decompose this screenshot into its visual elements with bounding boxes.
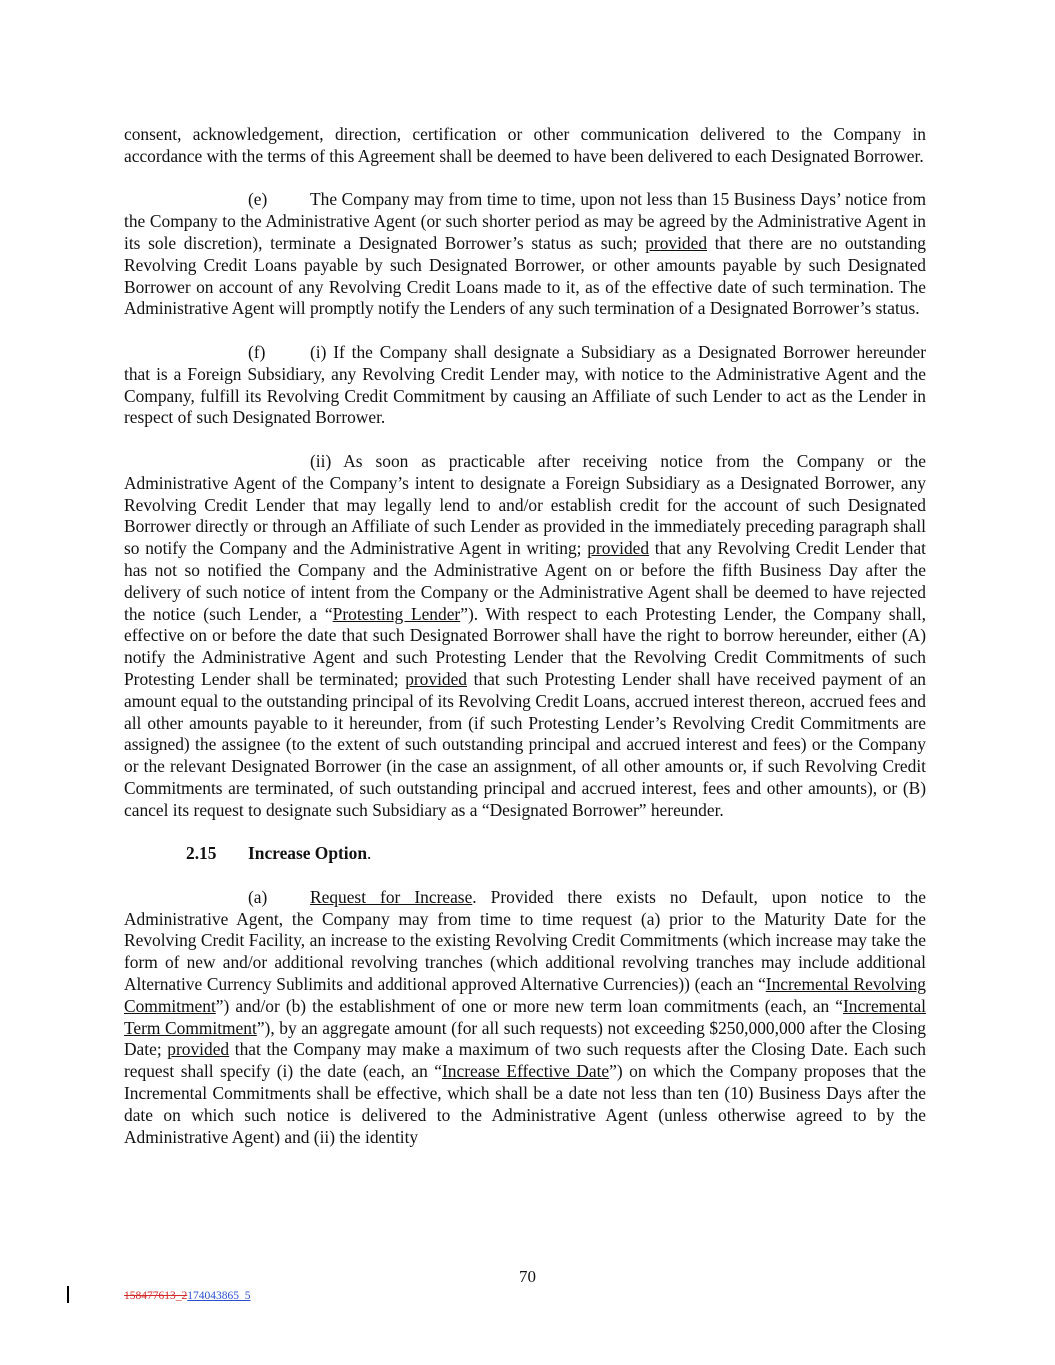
paragraph-text: that there are no outstanding Revolving Credit Loans payable by such Designated Borrower, or other amounts payable by such Designated Borrower on account of any Revolving Credit Loans made to it, as of the effective date of such termination. The Administrative Agent will promptly notify the Lenders of any such termination of a Designated Borrower’s status. <box>124 232 926 319</box>
paragraph-text: The Company may from time to time, upon not less than 15 Business Days’ notice from the Company to the Administrative Agent (or such shorter period as may be agreed by the Administrative Agent in its sole discretion), terminate a Designated Borrower’s status as such; <box>124 189 926 253</box>
paragraph-f <box>124 342 926 429</box>
underlined-term: provided <box>645 232 708 253</box>
section-heading <box>124 843 926 865</box>
defined-term: Protesting Lender <box>332 603 461 624</box>
paragraph-label: (e) <box>248 189 268 210</box>
underlined-term: provided <box>167 1039 230 1060</box>
paragraph-text: ”) on which the Company proposes that the Incremental Commitments shall be effective, which shall be a date not less than ten (10) Business Days after the date on which such notice is delivered to the Administrative Agent (unless otherwise agreed to by the Administrative Agent) and (ii) the identity <box>124 1061 927 1147</box>
paragraph-continuation <box>124 124 926 168</box>
paragraph-text: (ii) As soon as practicable after receiving notice from the Company or the Administrative Agent of the Company’s intent to designate a Foreign Subsidiary as a Designated Borrower, any Revolving Credit Lender that may legally lend to and/or establish credit for the account of such Designated Borrower directly or through an Affiliate of such Lender as provided in the immediately preceding paragraph shall so notify the Company and the Administrative Agent in writing; <box>124 450 926 559</box>
section-title-period: . <box>367 843 372 864</box>
paragraph-text: that the Company may make a maximum of two such requests after the Closing Date. Each such request shall specify (i) the date (each, an “ <box>124 1039 926 1082</box>
change-bar <box>67 1286 69 1303</box>
paragraph-text: ”). With respect to each Protesting Lender, the Company shall, effective on or before the date that such Designated Borrower shall have the right to borrow hereunder, either (A) notify the Administrative Agent and such Protesting Lender that the Revolving Credit Commitments of such Protesting Lender shall be terminated; <box>124 603 926 689</box>
paragraph-a <box>124 887 926 1149</box>
defined-term: Increase Effective Date <box>441 1061 610 1082</box>
paragraph-heading: Request for Increase <box>310 886 473 907</box>
defined-term: Incremental Term Commitment <box>124 995 926 1038</box>
paragraph-text: . Provided there exists no Default, upon notice to the Administrative Agent, the Company may from time to time request (a) prior to the Maturity Date for the Revolving Credit Facility, an increase to the existing Revolving Credit Commitments (which increase may take the form of new and/or additional revolving tranches (which additional revolving tranches may include additional Alternative Currency Sublimits and additional approved Alternative Currencies)) (each an “ <box>124 886 927 995</box>
underlined-term: provided <box>587 538 650 559</box>
page-number: 70 <box>519 1267 536 1286</box>
paragraph-label: (f) <box>248 341 266 362</box>
paragraph-text: ”) and/or (b) the establishment of one or more new term loan commitments (each, an “ <box>215 995 843 1016</box>
paragraph-text: (i) If the Company shall designate a Subsidiary as a Designated Borrower hereunder that is a Foreign Subsidiary, any Revolving Credit Lender may, with notice to the Administrative Agent and the Company, fulfill its Revolving Credit Commitment by causing an Affiliate of such Lender to act as the Lender in respect of such Designated Borrower. <box>124 341 926 428</box>
inserted-document-id: 174043865_5 <box>187 1290 251 1302</box>
paragraph-f-ii <box>124 451 926 822</box>
paragraph-text: ”), by an aggregate amount (for all such requests) not exceeding $250,000,000 after the Closing Date; <box>124 1017 926 1060</box>
document-body <box>124 124 926 1170</box>
deleted-document-id: 158477613_2 <box>124 1290 188 1302</box>
paragraph-text: consent, acknowledgement, direction, certification or other communication delivered to the Company in accordance with the terms of this Agreement shall be deemed to have been delivered to each Designated Borrower. <box>124 124 926 166</box>
defined-term: Incremental Revolving Commitment <box>124 974 926 1016</box>
paragraph-text: that such Protesting Lender shall have received payment of an amount equal to the outstanding principal of its Revolving Credit Loans, accrued interest thereon, accrued fees and all other amounts payable to it hereunder, from (if such Protesting Lender’s Revolving Credit Commitments are assigned) the assignee (to the extent of such outstanding principal and accrued interest and fees) or the Company or the relevant Designated Borrower (in the case an assignment, of all other amounts or, if such Revolving Credit Commitments are terminated, of such outstanding principal and accrued interest, fees and other amounts), or (B) cancel its request to designate such Subsidiary as a “Designated Borrower” hereunder. <box>124 668 926 820</box>
section-title: Increase Option <box>248 843 368 864</box>
paragraph-e <box>124 189 926 320</box>
section-number: 2.15 <box>186 843 217 864</box>
paragraph-text: that any Revolving Credit Lender that has not so notified the Company and the Administrative Agent on or before the fifth Business Day after the delivery of such notice of intent from the Company or the Administrative Agent shall be deemed to have rejected the notice (such Lender, a “ <box>124 538 926 624</box>
underlined-term: provided <box>405 668 468 689</box>
document-id-footer <box>124 1290 251 1302</box>
paragraph-label: (a) <box>248 886 268 907</box>
